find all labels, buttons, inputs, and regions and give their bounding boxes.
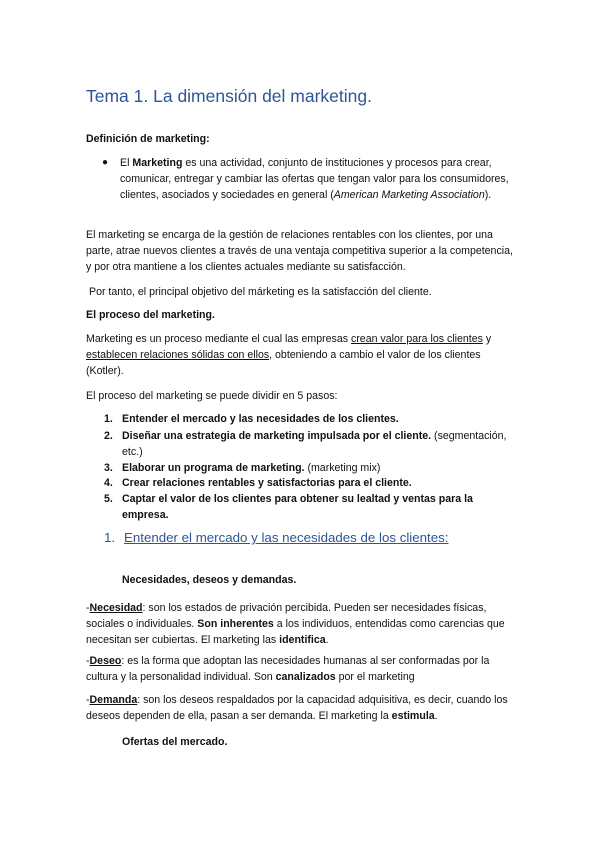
step-number: 2.	[104, 430, 113, 442]
necesidad-paragraph: -Necesidad: son los estados de privación percibida. Pueden ser necesidades físicas, sociales o individuales. Son inherentes a los individuos, entendidas como carencias que necesitan ser cubiertas. El marketing las identifica.	[86, 602, 505, 646]
step-number: 1.	[104, 413, 113, 425]
list-item: Diseñar una estrategia de marketing impulsada por el cliente. (segmentación, etc.)	[122, 430, 507, 458]
proceso-heading: El proceso del marketing.	[86, 309, 215, 321]
list-item: Captar el valor de los clientes para obtener su lealtad y ventas para la empresa.	[122, 493, 473, 521]
page-title: Tema 1. La dimensión del marketing.	[86, 86, 372, 106]
step-number: 5.	[104, 493, 113, 505]
deseo-paragraph: -Deseo: es la forma que adoptan las necesidades humanas al ser conformadas por la cultura y la personalidad individual. Son canalizados por el marketing	[86, 655, 490, 683]
list-item: Entender el mercado y las necesidades de los clientes.	[122, 413, 399, 425]
definicion-bullet: El Marketing es una actividad, conjunto de instituciones y procesos para crear, comunicar, entregar y cambiar las ofertas que tengan valor para los consumidores, clientes, asociados y sociedades en general (American Marketing Association).	[120, 157, 509, 201]
bullet-marker: ●	[102, 157, 109, 168]
list-item: Elaborar un programa de marketing. (marketing mix)	[122, 462, 381, 474]
step-number: 4.	[104, 477, 113, 489]
demanda-paragraph: -Demanda: son los deseos respaldados por la capacidad adquisitiva, es decir, cuando los deseos dependen de ella, pasan a ser demanda. El marketing la estimula.	[86, 694, 508, 722]
proceso-paragraph: Marketing es un proceso mediante el cual las empresas crean valor para los clientes y establecen relaciones sólidas con ellos, obteniendo a cambio el valor de los clientes (Kotler).	[86, 333, 492, 377]
section-heading: 1. Entender el mercado y las necesidades de los clientes:	[104, 530, 449, 545]
definicion-heading: Definición de marketing:	[86, 133, 210, 145]
definicion-paragraph-2: Por tanto, el principal objetivo del márketing es la satisfacción del cliente.	[89, 286, 432, 298]
list-item: Crear relaciones rentables y satisfactorias para el cliente.	[122, 477, 412, 489]
subheading-necesidades: Necesidades, deseos y demandas.	[122, 574, 297, 586]
definicion-paragraph-1: El marketing se encarga de la gestión de relaciones rentables con los clientes, por una parte, atrae nuevos clientes a través de una ventaja competitiva superior a la competencia, y por otra mantiene a los clientes actuales mediante su satisfacción.	[86, 229, 513, 273]
proceso-intro: El proceso del marketing se puede dividir en 5 pasos:	[86, 390, 338, 402]
subheading-ofertas: Ofertas del mercado.	[122, 736, 228, 748]
step-number: 3.	[104, 462, 113, 474]
